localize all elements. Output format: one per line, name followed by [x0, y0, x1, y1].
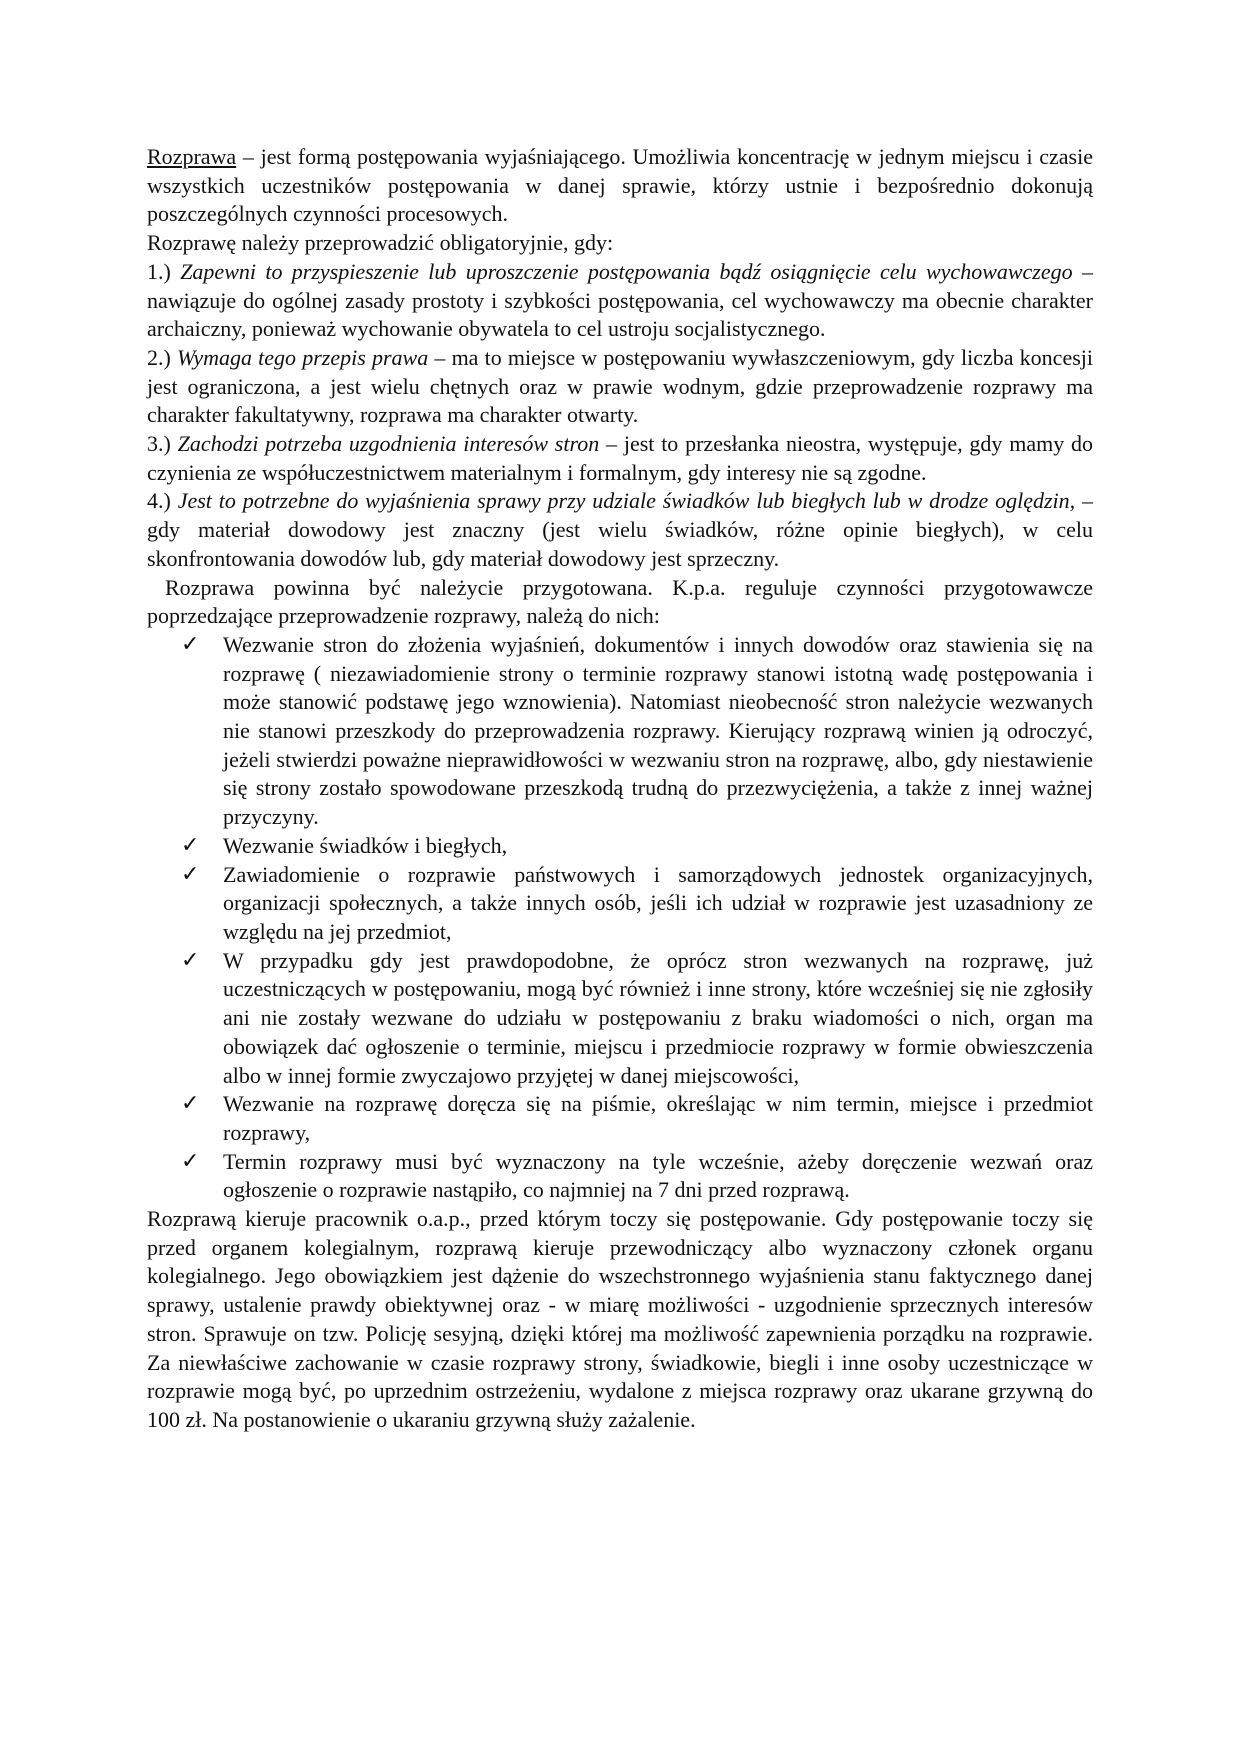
- checklist-item: [147, 631, 1093, 832]
- checklist-item: [147, 947, 1093, 1091]
- checklist-item: [147, 861, 1093, 947]
- closing-paragraph: Rozprawą kieruje pracownik o.a.p., przed którym toczy się postępowanie. Gdy postępowanie toczy się przed organem kolegialnym, rozprawą kieruje przewodniczący albo wyznaczony członek organu kolegialnego. Jego obowiązkiem jest dążenie do wszechstronnego wyjaśnienia stanu faktycznego danej sprawy, ustalenie prawdy obiektywnej oraz - w miarę możliwości - uzgodnienie sprzecznych interesów stron. Sprawuje on tzw. Policję sesyjną, dzięki której ma możliwość zapewnienia porządku na rozprawie. Za niewłaściwe zachowanie w czasie rozprawy strony, świadkowie, biegli i inne osoby uczestniczące w rozprawie mogą być, po uprzednim ostrzeżeniu, wydalone z miejsca rozprawy oraz ukarane grzywną do 100 zł. Na postanowienie o ukaraniu grzywną służy zażalenie.: [147, 1206, 1093, 1432]
- document-page: [147, 143, 1093, 1435]
- condition-number: 2.): [147, 344, 178, 370]
- checkmark-icon: ✓: [181, 861, 200, 887]
- checklist-item-text: Wezwanie na rozprawę doręcza się na piśmie, określając w nim termin, miejsce i przedmiot rozprawy,: [223, 1091, 1093, 1145]
- condition-number: 1.): [147, 258, 181, 284]
- condition-title: Zachodzi potrzeba uzgodnienia interesów stron: [177, 431, 600, 457]
- condition-number: 3.): [147, 431, 178, 457]
- checklist-item: [147, 1148, 1093, 1205]
- condition-text: – jest to przesłanka nieostra, występuje, gdy mamy do czynienia ze współuczestnictwem materialnym i formalnym, gdy interesy nie są zgodne.: [147, 431, 1094, 485]
- condition-number: 4.): [147, 488, 178, 514]
- intro-paragraph: [147, 143, 1093, 229]
- condition-3: [147, 430, 1093, 487]
- checkmark-icon: ✓: [181, 631, 200, 657]
- condition-text: – ma to miejsce w postępowaniu wywłaszczeniowym, gdy liczba koncesji jest ograniczona, a jest wielu chętnych oraz w prawie wodnym, gdzie przeprowadzenie rozprawy ma charakter fakultatywny, rozprawa ma charakter otwarty.: [147, 344, 1094, 428]
- checklist-item-text: Wezwanie stron do złożenia wyjaśnień, dokumentów i innych dowodów oraz stawienia się na rozprawę ( niezawiadomienie strony o terminie rozprawy stanowi istotną wadę postępowania i może stanowić podstawę jego wznowienia). Natomiast nieobecność stron należycie wezwanych nie stanowi przeszkody do przeprowadzenia rozprawy. Kierujący rozprawą winien ją odroczyć, jeżeli stwierdzi poważne nieprawidłowości w wezwaniu stron na rozprawę, albo, gdy niestawienie się strony zostało spowodowane przeszkodą trudną do przezwyciężenia, a także z innej ważnej przyczyny.: [223, 631, 1093, 830]
- checklist-item: [147, 1090, 1093, 1147]
- checklist-item-text: Termin rozprawy musi być wyznaczony na tyle wcześnie, ażeby doręczenie wezwań oraz ogłoszenie o rozprawie nastąpiło, co najmniej na 7 dni przed rozprawą.: [223, 1148, 1093, 1203]
- checklist-item-text: Zawiadomienie o rozprawie państwowych i samorządowych jednostek organizacyjnych, organizacji społecznych, a także innych osób, jeśli ich udział w rozprawie jest uzasadniony ze względu na jej przedmiot,: [223, 861, 1093, 944]
- condition-title: Jest to potrzebne do wyjaśnienia sprawy przy udziale świadków lub biegłych lub w drodze oględzin,: [177, 488, 1076, 514]
- checklist-item: [147, 832, 1093, 861]
- intro-text: – jest formą postępowania wyjaśniającego. Umożliwia koncentrację w jednym miejscu i czasie wszystkich uczestników postępowania w danej sprawie, którzy ustnie i bezpośrednio dokonują poszczególnych czynności procesowych.: [147, 144, 1093, 227]
- checkmark-icon: ✓: [181, 832, 200, 858]
- checkmark-icon: ✓: [181, 947, 200, 973]
- condition-2: [147, 344, 1093, 430]
- condition-title: Wymaga tego przepis prawa: [177, 344, 429, 370]
- preparation-lead: Rozprawa powinna być należycie przygotowana. K.p.a. reguluje czynności przygotowawcze poprzedzające przeprowadzenie rozprawy, należą do nich:: [147, 574, 1093, 629]
- condition-title: Zapewni to przyspieszenie lub uproszczenie postępowania bądź osiągnięcie celu wychowawczego: [180, 258, 1073, 284]
- condition-4: [147, 487, 1093, 573]
- obligatory-lead: Rozprawę należy przeprowadzić obligatoryjnie, gdy:: [147, 230, 614, 256]
- condition-text: – gdy materiał dowodowy jest znaczny (jest wielu świadków, różne opinie biegłych), w celu skonfrontowania dowodów lub, gdy materiał dowodowy jest sprzeczny.: [147, 488, 1094, 571]
- intro-term: Rozprawa: [147, 144, 237, 169]
- checkmark-icon: ✓: [181, 1091, 200, 1117]
- checkmark-icon: ✓: [181, 1148, 200, 1174]
- condition-1: [147, 258, 1093, 344]
- checklist-item-text: Wezwanie świadków i biegłych,: [223, 832, 508, 858]
- checklist-item-text: W przypadku gdy jest prawdopodobne, że oprócz stron wezwanych na rozprawę, już uczestniczących w postępowaniu, mogą być również i inne strony, które wcześniej się nie zgłosiły ani nie zostały wezwane do udziału w postępowaniu z braku wiadomości o nich, organ ma obowiązek dać ogłoszenie o terminie, miejscu i przedmiocie rozprawy w formie obwieszczenia albo w innej formie zwyczajowo przyjętej w danej miejscowości,: [223, 947, 1093, 1088]
- condition-text: – nawiązuje do ogólnej zasady prostoty i szybkości postępowania, cel wychowawczy ma obecnie charakter archaiczny, ponieważ wychowanie obywatela to cel ustroju socjalistycznego.: [147, 258, 1094, 342]
- preparation-checklist: [147, 631, 1093, 1205]
